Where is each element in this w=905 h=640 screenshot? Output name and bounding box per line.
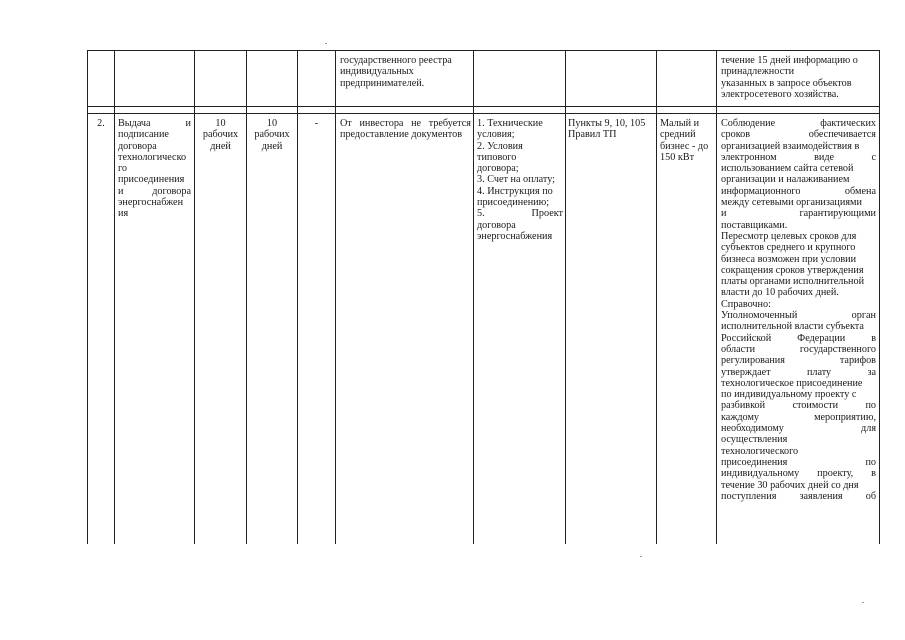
continued-cell-comment-text [721, 55, 876, 100]
text-word: между сетевыми организациями [721, 197, 862, 209]
text-word: Федерации [797, 332, 846, 344]
text-line [721, 333, 876, 344]
text-word: и [185, 118, 191, 129]
text-line [721, 344, 876, 355]
text-word: подписание [118, 129, 169, 141]
text-line [721, 446, 876, 457]
text-word: От [340, 118, 352, 129]
text-line: дней [261, 140, 283, 152]
text-line: дней [210, 140, 231, 152]
text-line [721, 468, 876, 479]
text-line [477, 163, 563, 174]
text-line [118, 163, 191, 174]
text-word: 1. Технические [477, 118, 543, 129]
text-word: 3. Счет на оплату; [477, 174, 556, 186]
text-word: средний [660, 129, 696, 141]
text-word: и [118, 185, 124, 197]
text-line [721, 491, 876, 502]
text-word: для [861, 423, 876, 435]
text-line [721, 265, 876, 276]
text-line: течение 15 дней информацию о [721, 55, 858, 66]
text-word: по индивидуальному проекту с [721, 389, 857, 401]
text-word: и [721, 208, 727, 220]
column-divider [716, 50, 717, 544]
text-word: разбивкой [721, 400, 766, 412]
text-word: го [118, 163, 128, 175]
text-word: государственного [799, 343, 876, 355]
text-line [118, 174, 191, 185]
documents-required-cell [340, 118, 471, 141]
text-line [477, 186, 563, 197]
text-word: 5. [477, 208, 485, 220]
text-word: требуется [428, 118, 471, 129]
text-word: обмена [844, 185, 876, 197]
text-line [118, 152, 191, 163]
text-line [477, 197, 563, 208]
text-word: присоединения [118, 174, 185, 186]
text-line [477, 208, 563, 219]
text-word: договора [477, 219, 516, 231]
text-word: власти до 10 рабочих дней. [721, 287, 839, 299]
text-word: Уполномоченный [721, 310, 798, 322]
text-line: указанных в запросе объектов [721, 77, 852, 89]
text-word: присоединению; [477, 197, 550, 209]
text-word: инвестора [359, 118, 404, 129]
text-word: по [865, 456, 876, 468]
text-line [721, 276, 876, 287]
text-word: не [411, 118, 422, 129]
text-line: электросетевого хозяйства. [721, 88, 839, 100]
text-line [721, 310, 876, 321]
text-word: энергоснабжен [118, 197, 184, 209]
text-word: технологическое присоединение [721, 377, 863, 389]
column-divider [194, 50, 195, 544]
row-number-text: 2. [97, 118, 105, 129]
procedure-name-cell [118, 118, 191, 220]
text-line [721, 152, 876, 163]
text-line [568, 118, 654, 129]
text-line [721, 389, 876, 400]
text-line [721, 174, 876, 185]
text-word: энергоснабжения [477, 230, 553, 242]
text-line: индивидуальных [340, 66, 414, 78]
text-word: Соблюдение [721, 118, 776, 129]
text-word: об [865, 490, 876, 502]
dash-text: - [314, 118, 319, 129]
text-line [721, 355, 876, 366]
text-word: информационного [721, 185, 801, 197]
text-line [477, 220, 563, 231]
text-line [721, 400, 876, 411]
text-line [721, 254, 876, 265]
scan-artifact [640, 556, 642, 557]
text-word: условия; [477, 129, 515, 141]
text-word: исполнительной власти субъекта [721, 321, 864, 333]
text-word: сроков [721, 129, 751, 141]
text-line [721, 423, 876, 434]
column-divider [565, 50, 566, 544]
text-line [660, 118, 715, 129]
text-line [721, 220, 876, 231]
term-cell-2 [248, 118, 296, 152]
text-line [721, 163, 876, 174]
text-word: Проект [531, 208, 563, 220]
text-line [118, 208, 191, 219]
text-line [118, 141, 191, 152]
text-line [340, 129, 471, 140]
text-word: предоставление документов [340, 129, 463, 141]
text-word: по [865, 400, 876, 412]
text-word: Российской [721, 332, 772, 344]
text-line [721, 287, 876, 298]
text-line: рабочих [254, 129, 290, 141]
text-word: регулирования [721, 355, 785, 367]
text-line [660, 129, 715, 140]
row-divider [87, 113, 880, 114]
column-divider [246, 50, 247, 544]
text-line [340, 118, 471, 129]
text-line: принадлежности [721, 66, 795, 78]
text-word: типового [477, 151, 517, 163]
text-line [660, 141, 715, 152]
text-word: ия [118, 208, 129, 220]
text-line [721, 480, 876, 491]
text-line: рабочих [202, 129, 239, 141]
text-line [118, 129, 191, 140]
text-line [477, 231, 563, 242]
text-word: сокращения сроков утверждения [721, 264, 864, 276]
text-line [721, 118, 876, 129]
text-word: Правил ТП [568, 129, 617, 141]
text-line [721, 208, 876, 219]
applicant-category-cell [660, 118, 715, 163]
dash-cell [299, 118, 334, 129]
text-word: Выдача [118, 118, 151, 129]
text-line [118, 118, 191, 129]
text-word: фактических [820, 118, 876, 129]
row-number [88, 118, 114, 129]
text-word: течение 30 рабочих дней со дня [721, 479, 859, 491]
text-word: Пересмотр целевых сроков для [721, 230, 857, 242]
text-word: тарифов [839, 355, 876, 367]
text-word: индивидуальному [721, 468, 800, 480]
text-word: заявления [799, 490, 843, 502]
text-word: в [871, 332, 876, 344]
text-line [477, 141, 563, 152]
text-word: виде [814, 151, 835, 163]
row-divider [87, 106, 880, 107]
scan-artifact [862, 602, 864, 603]
text-word: Малый и [660, 118, 700, 129]
text-word: организации и налаживанием [721, 174, 850, 186]
comment-cell [721, 118, 876, 502]
column-divider [114, 50, 115, 544]
column-divider [335, 50, 336, 544]
column-divider [297, 50, 298, 544]
term-cell-1 [196, 118, 245, 152]
table-border-top [87, 50, 880, 51]
text-word: мероприятию, [814, 411, 876, 423]
continued-cell-registry-text [340, 55, 470, 89]
text-line: предпринимателей. [340, 77, 425, 89]
text-line: государственного реестра [340, 55, 452, 66]
text-line [721, 299, 876, 310]
text-word: договора [118, 140, 157, 152]
text-line [721, 242, 876, 253]
text-line [721, 321, 876, 332]
text-word: орган [851, 310, 876, 322]
text-word: технологическо [118, 151, 187, 163]
table-border-right [879, 50, 880, 544]
text-line [721, 378, 876, 389]
text-word: плату [806, 366, 832, 378]
text-word: каждому [721, 411, 759, 423]
text-word: бизнеса возможен при условии [721, 253, 857, 265]
column-divider [473, 50, 474, 544]
text-line [721, 141, 876, 152]
text-line [118, 186, 191, 197]
column-divider [656, 50, 657, 544]
text-word: области [721, 343, 756, 355]
text-word: проекту, [817, 468, 854, 480]
text-word: бизнес - до [660, 140, 709, 152]
text-line [118, 197, 191, 208]
text-line [721, 412, 876, 423]
text-word: присоединения [721, 456, 788, 468]
text-line [721, 231, 876, 242]
text-line [721, 434, 876, 445]
text-line [477, 118, 563, 129]
text-word: поставщиками. [721, 219, 788, 231]
text-word: гарантирующими [799, 208, 876, 220]
text-line [477, 174, 563, 185]
text-word: обеспечивается [808, 129, 876, 141]
text-word: 4. Инструкция по [477, 185, 553, 197]
text-line [568, 129, 654, 140]
text-word: Справочно: [721, 298, 771, 310]
text-line [477, 129, 563, 140]
text-line [477, 152, 563, 163]
text-line [721, 197, 876, 208]
text-word: в [871, 468, 876, 480]
text-word: 2. Условия [477, 140, 523, 152]
text-line: 10 [266, 118, 278, 129]
text-word: платы органами исполнительной [721, 276, 865, 288]
text-word: организацией взаимодействия в [721, 140, 860, 152]
text-word: с [871, 151, 876, 163]
text-word: осуществления [721, 434, 788, 446]
text-word: 150 кВт [660, 151, 695, 163]
text-word: электронном [721, 151, 777, 163]
text-word: договора [152, 185, 191, 197]
text-word: договора; [477, 163, 519, 175]
text-line [660, 152, 715, 163]
text-line: 10 [215, 118, 226, 129]
text-word: за [867, 366, 876, 378]
text-word: утверждает [721, 366, 771, 378]
text-word: субъектов среднего и крупного [721, 242, 856, 254]
text-word: Пункты 9, 10, 105 [568, 118, 646, 129]
scan-artifact [325, 43, 327, 44]
text-line [721, 367, 876, 378]
text-word: необходимому [721, 423, 784, 435]
text-line [721, 129, 876, 140]
text-line [721, 186, 876, 197]
text-word: технологического [721, 445, 799, 457]
text-line [721, 457, 876, 468]
normative-act-cell [568, 118, 654, 141]
result-documents-cell [477, 118, 563, 242]
text-word: использованием сайта сетевой [721, 163, 854, 175]
text-word: поступления [721, 490, 777, 502]
text-word: стоимости [792, 400, 839, 412]
